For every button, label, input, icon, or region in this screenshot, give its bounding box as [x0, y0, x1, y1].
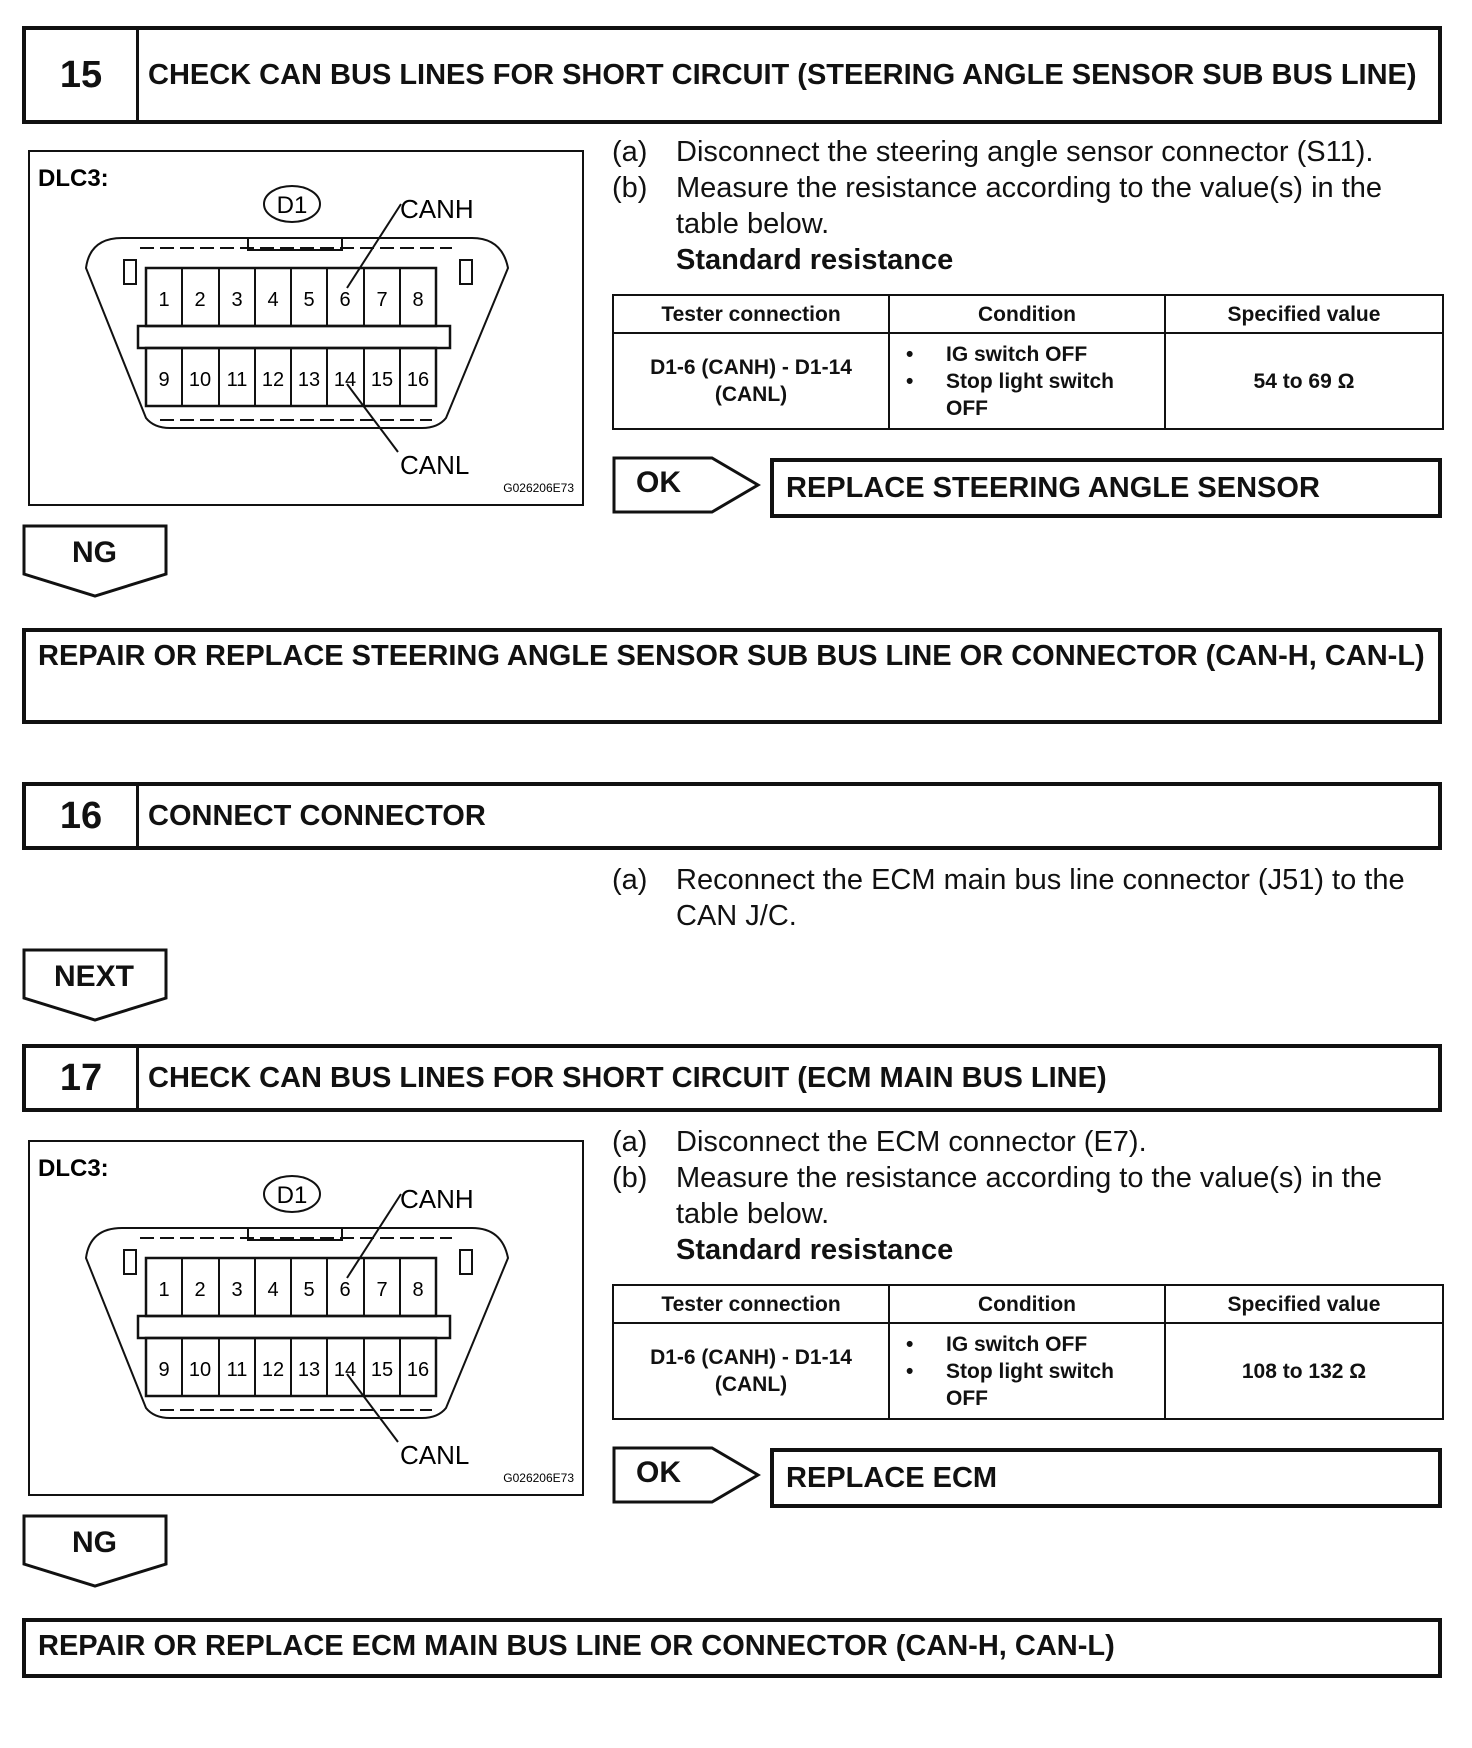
specified-value-cell: 54 to 69 Ω	[1165, 333, 1443, 429]
pin-label: 10	[188, 369, 212, 391]
step-title: CONNECT CONNECTOR	[148, 799, 486, 832]
pin-label: 10	[188, 1359, 212, 1381]
tester-connection-cell: D1-6 (CANH) - D1-14 (CANL)	[613, 1323, 889, 1419]
pin-label: 16	[406, 369, 430, 391]
condition-item: IG switch OFF	[946, 342, 1088, 366]
canh-label: CANH	[400, 194, 474, 224]
pin-label: 7	[376, 1279, 388, 1301]
pin-label: 1	[158, 289, 170, 311]
pin-label: 5	[303, 1279, 315, 1301]
canl-leader-line	[347, 384, 398, 452]
specified-value-cell: 108 to 132 Ω	[1165, 1323, 1443, 1419]
instruction-text: Disconnect the ECM connector (E7).	[676, 1126, 1147, 1158]
instruction-text: Disconnect the steering angle sensor connector (S11).	[676, 136, 1374, 168]
instruction-label: (b)	[612, 1162, 648, 1194]
standard-resistance-label: Standard resistance	[676, 1234, 954, 1266]
pin-label: 7	[376, 289, 388, 311]
pin-label: 4	[267, 289, 279, 311]
pin-label: 15	[370, 1359, 394, 1381]
dlc3-diagram	[28, 1140, 584, 1496]
ng-label: NG	[72, 1526, 117, 1559]
pin-label: 6	[339, 1279, 351, 1301]
step-number: 16	[26, 786, 139, 846]
table-header: Condition	[889, 295, 1165, 333]
instruction-text: Reconnect the ECM main bus line connector (J51) to the CAN J/C.	[676, 864, 1405, 932]
pin-label: 4	[267, 1279, 279, 1301]
pin-label: 14	[333, 369, 357, 391]
condition-item: Stop light switch OFF	[946, 369, 1114, 420]
pin-label: 13	[297, 1359, 321, 1381]
step-17-header	[22, 1044, 1442, 1112]
condition-item: Stop light switch OFF	[946, 1359, 1114, 1410]
instruction-text: Measure the resistance according to the value(s) in the table below.	[676, 172, 1383, 240]
canl-label: CANL	[400, 450, 470, 480]
pin-label: 13	[297, 369, 321, 391]
pin-label: 3	[231, 1279, 243, 1301]
ng-action: REPAIR OR REPLACE ECM MAIN BUS LINE OR CONNECTOR (CAN-H, CAN-L)	[22, 1618, 1442, 1678]
pin-label: 8	[412, 289, 424, 311]
table-header: Specified value	[1165, 295, 1443, 333]
canh-leader-line	[347, 1194, 401, 1278]
pins-top-row	[146, 268, 436, 326]
table-header: Specified value	[1165, 1285, 1443, 1323]
condition-cell: • IG switch OFF • Stop light switch OFF	[889, 333, 1165, 429]
dlc3-connector-figure	[30, 1142, 582, 1494]
connector-id: D1	[276, 192, 308, 219]
pin-label: 2	[194, 289, 206, 311]
dlc-label: DLC3:	[38, 165, 109, 192]
instruction-label: (b)	[612, 172, 648, 204]
dlc3-connector-figure	[30, 152, 582, 504]
pin-label: 9	[158, 369, 170, 391]
ok-action: REPLACE ECM	[770, 1448, 1442, 1508]
pin-label: 12	[261, 1359, 285, 1381]
pins-top-row	[146, 1258, 436, 1316]
pin-label: 12	[261, 369, 285, 391]
step-15-header	[22, 26, 1442, 124]
instruction-label: (a)	[612, 1126, 648, 1158]
pin-label: 11	[226, 369, 248, 391]
table-header: Tester connection	[613, 295, 889, 333]
step-16-instructions	[612, 862, 1442, 934]
pin-label: 15	[370, 369, 394, 391]
step-17-instructions	[612, 1124, 1442, 1268]
pin-label: 6	[339, 289, 351, 311]
instruction-text: Measure the resistance according to the value(s) in the table below.	[676, 1162, 1383, 1230]
pin-label: 9	[158, 1359, 170, 1381]
canl-label: CANL	[400, 1440, 470, 1470]
ok-label: OK	[636, 466, 681, 499]
instruction-label: (a)	[612, 136, 648, 168]
figure-code: G026206E73	[503, 481, 574, 495]
ok-label: OK	[636, 1456, 681, 1489]
standard-resistance-label: Standard resistance	[676, 244, 954, 276]
tester-connection-cell: D1-6 (CANH) - D1-14 (CANL)	[613, 333, 889, 429]
pins-bottom-row	[146, 348, 436, 406]
step-number: 15	[26, 30, 139, 120]
resistance-spec-table	[612, 1284, 1444, 1420]
connector-id: D1	[276, 1182, 308, 1209]
step-number: 17	[26, 1048, 139, 1108]
ok-action: REPLACE STEERING ANGLE SENSOR	[770, 458, 1442, 518]
figure-code: G026206E73	[503, 1471, 574, 1485]
instruction-label: (a)	[612, 864, 648, 896]
step-15-instructions	[612, 134, 1442, 278]
next-label: NEXT	[54, 960, 135, 993]
step-title: CHECK CAN BUS LINES FOR SHORT CIRCUIT (STEERING ANGLE SENSOR SUB BUS LINE)	[148, 58, 1417, 91]
canh-label: CANH	[400, 1184, 474, 1214]
ng-action: REPAIR OR REPLACE STEERING ANGLE SENSOR SUB BUS LINE OR CONNECTOR (CAN-H, CAN-L)	[22, 628, 1442, 724]
canl-leader-line	[347, 1374, 398, 1442]
pin-label: 11	[226, 1359, 248, 1381]
condition-cell: • IG switch OFF • Stop light switch OFF	[889, 1323, 1165, 1419]
ng-label: NG	[72, 536, 117, 569]
pin-label: 2	[194, 1279, 206, 1301]
table-header: Tester connection	[613, 1285, 889, 1323]
step-title: CHECK CAN BUS LINES FOR SHORT CIRCUIT (ECM MAIN BUS LINE)	[148, 1061, 1107, 1094]
table-header: Condition	[889, 1285, 1165, 1323]
dlc3-diagram	[28, 150, 584, 506]
condition-item: IG switch OFF	[946, 1332, 1088, 1356]
step-16-header	[22, 782, 1442, 850]
resistance-spec-table	[612, 294, 1444, 430]
dlc-label: DLC3:	[38, 1155, 109, 1182]
pin-label: 16	[406, 1359, 430, 1381]
canh-leader-line	[347, 204, 401, 288]
ok-arrow	[612, 456, 762, 514]
pin-label: 14	[333, 1359, 357, 1381]
pin-label: 1	[158, 1279, 170, 1301]
pin-label: 3	[231, 289, 243, 311]
ok-arrow	[612, 1446, 762, 1504]
pins-bottom-row	[146, 1338, 436, 1396]
pin-label: 5	[303, 289, 315, 311]
pin-label: 8	[412, 1279, 424, 1301]
